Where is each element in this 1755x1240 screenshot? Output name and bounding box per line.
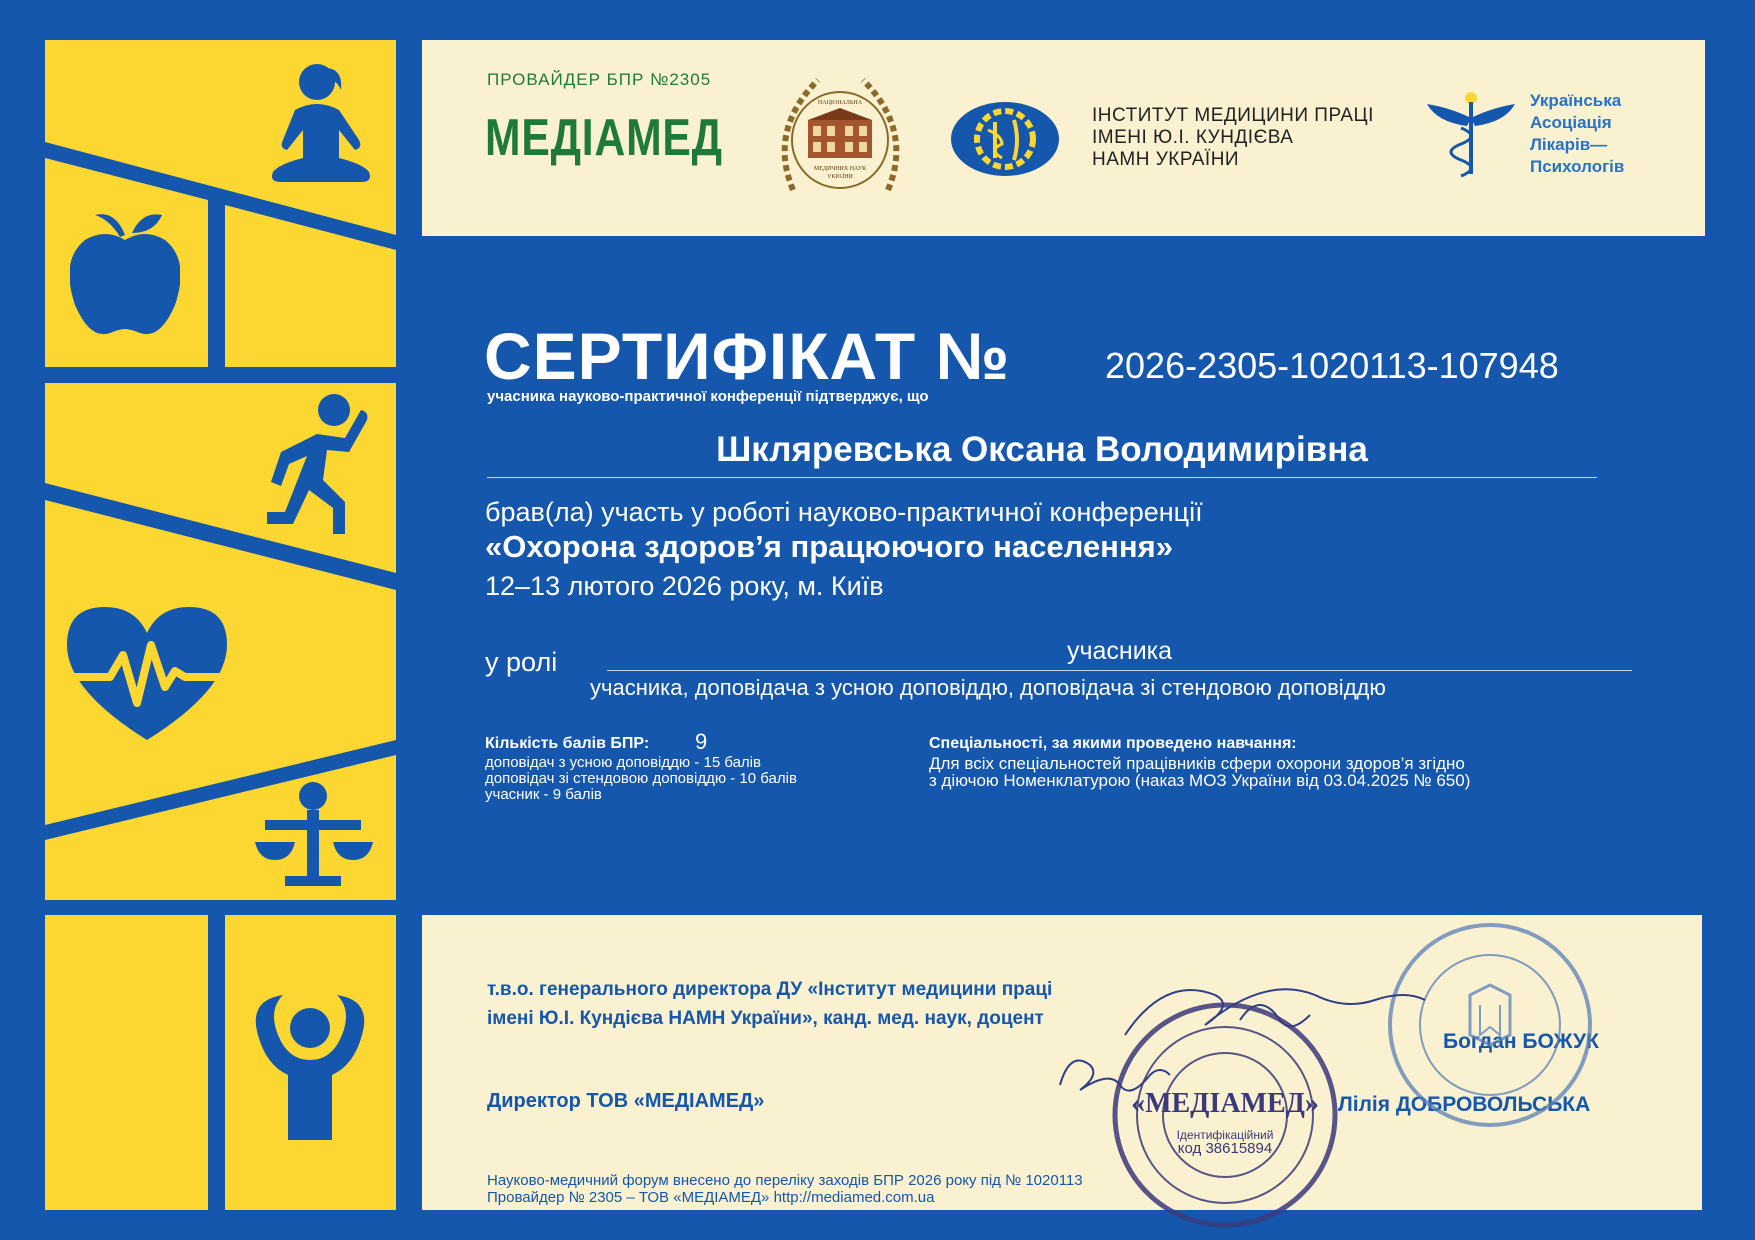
footer-line1: Науково-медичний форум внесено до переліку заходів БПР 2026 року під № 1020113 (487, 1172, 1083, 1189)
provider-label: ПРОВАЙДЕР БПР №2305 (487, 70, 712, 89)
academy-emblem (773, 70, 908, 215)
points-line1: доповідач з усною доповіддю - 15 балів (485, 754, 761, 771)
specialties-label: Спеціальності, за якими проведено навчання: (929, 735, 1297, 752)
stamp-center: «МЕДІАМЕД» (1131, 1088, 1319, 1119)
stamp-code (1110, 1128, 1340, 1156)
role-value: учасника (1066, 637, 1173, 665)
stamp-code-line1: Ідентифікаційний (1176, 1128, 1274, 1142)
svg-text:УКРАЇНИ: УКРАЇНИ (827, 174, 853, 180)
conference-title: «Охорона здоров’я працюючого населення» (485, 529, 1173, 564)
director2-name: Лілія ДОБРОВОЛЬСЬКА (1338, 1093, 1591, 1116)
svg-text:НАЦІОНАЛЬНА: НАЦІОНАЛЬНА (817, 100, 863, 106)
institute-line2: ІМЕНІ Ю.І. КУНДІЄВА (1092, 127, 1294, 148)
association-line1: Українська (1530, 91, 1622, 110)
heart-pulse-icon (65, 605, 230, 745)
institute-line3: НАМН УКРАЇНИ (1092, 149, 1240, 170)
director1-line1: т.в.о. генерального директора ДУ «Інститут медицини праці (487, 979, 1053, 1000)
mediamed-stamp (1110, 1000, 1340, 1230)
apple-icon (70, 205, 180, 335)
points-value: 9 (695, 729, 708, 754)
participant-name: Шклярeвська Оксана Володимирівна (716, 430, 1368, 469)
institute-name (1092, 105, 1374, 171)
stamp-code-line2: код 38615894 (1177, 1140, 1273, 1157)
participation-text: брав(ла) участь у роботі науково-практичної конференції (485, 497, 1203, 527)
director1-line2: імені Ю.І. Кундієва НАМН України», канд. мед. наук, доцент (487, 1008, 1044, 1029)
conference-date-place: 12–13 лютого 2026 року, м. Київ (485, 571, 884, 601)
director1-name: Богдан БОЖУК (1443, 1030, 1599, 1053)
scales-icon (255, 780, 373, 890)
points-label: Кількість балів БПР: (485, 735, 650, 752)
role-underline (607, 670, 1632, 671)
role-label: у ролі (485, 647, 558, 677)
svg-text:МЕДИЧНИХ НАУК: МЕДИЧНИХ НАУК (813, 166, 867, 172)
footer-line2: Провайдер № 2305 – ТОВ «МЕДІАМЕД» http://mediamed.com.ua (487, 1189, 935, 1206)
name-underline (487, 477, 1597, 478)
role-options: учасника, доповідача з усною доповіддю, доповідача зі стендовою доповіддю (590, 675, 1386, 700)
association-line2: Асоціація (1530, 113, 1612, 132)
specialties-line1: Для всіх спеціальностей працівників сфери охорони здоров’я згідно (929, 754, 1465, 773)
association-name (1530, 90, 1624, 178)
points-line3: учасник - 9 балів (485, 786, 602, 803)
specialties-details (929, 755, 1470, 789)
association-line3: Лікарів— (1530, 135, 1608, 154)
association-line4: Психологів (1530, 157, 1625, 176)
points-details (485, 755, 797, 803)
points-line2: доповідач зі стендовою доповіддю - 10 балів (485, 770, 797, 787)
certificate-number: 2026-2305-1020113-107948 (1105, 345, 1559, 386)
certificate-title: СЕРТИФІКАТ № (484, 319, 1011, 393)
runner-icon (262, 392, 382, 542)
footer (487, 1172, 1083, 1206)
stretching-person-icon (248, 990, 373, 1140)
institute-emblem (950, 100, 1060, 183)
mediamed-logo: МЕДІАМЕД (485, 109, 723, 167)
director1-title (487, 975, 1052, 1033)
institute-line1: ІНСТИТУТ МЕДИЦИНИ ПРАЦІ (1092, 105, 1374, 126)
certificate-subtitle: учасника науково-практичної конференції підтверджує, що (487, 388, 929, 405)
specialties-line2: з діючою Номенклатурою (наказ МОЗ України від 03.04.2025 № 650) (929, 771, 1471, 790)
director2-title: Директор ТОВ «МЕДІАМЕД» (487, 1090, 765, 1112)
yoga-icon (255, 60, 375, 185)
association-emblem (1425, 88, 1517, 185)
